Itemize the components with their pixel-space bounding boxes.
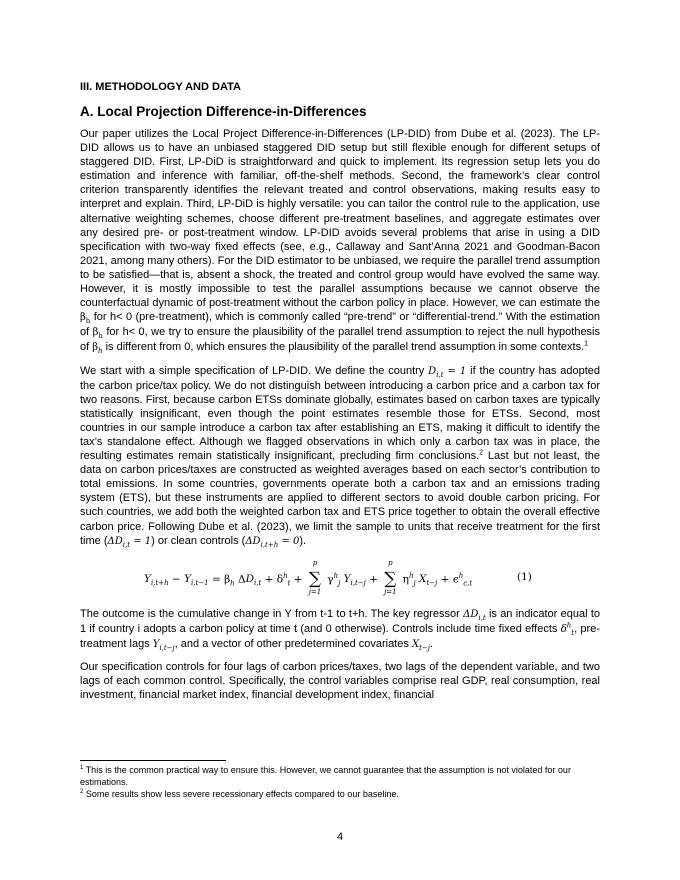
summation-symbol: p ∑ j=1 (308, 558, 322, 596)
footnote-2 (80, 789, 600, 801)
page-number: 4 (336, 831, 344, 843)
lag-y-math: $Y_{i,t-j}$ (152, 638, 175, 652)
covariate-math: $X_{t-j}$ (411, 638, 430, 652)
footnote-text: This is the common practical way to ensure this. However, we cannot guarantee that the assumption is not violated for our estimations. (80, 765, 571, 787)
footnote-divider (80, 760, 226, 761)
footnote-number: 1 (80, 765, 84, 771)
footnote-ref-2[interactable]: 2 (479, 449, 484, 457)
paragraph-intro (80, 127, 600, 356)
footnote-text: Some results show less severe recessionary effects compared to our baseline. (85, 789, 399, 799)
time-fixed-effect-math: $\delta^h_t$ (560, 621, 575, 637)
para1-text-3: for h< 0, we try to ensure the plausibility of the parallel trend assumption to reject the null hypothesis of (80, 326, 601, 354)
footnote-number: 2 (80, 789, 84, 795)
paragraph-controls: Our specification controls for four lags of carbon prices/taxes, two lags of the dependent variable, and two lags of each common control. Specifically, the control variables comprise real GDP, real consumption, real investment, financial market index, financial development index, financial (80, 661, 600, 702)
equation-1 (80, 557, 600, 601)
key-regressor-math: $\Delta D_{i,t}$ (463, 608, 486, 622)
beta-h-symbol: $\beta_h$ (92, 327, 103, 341)
para2-text-1: We start with a simple specification of LP-DID. We define the country (80, 364, 429, 377)
para3-text-4: , and a vector of other predetermined covariates (174, 637, 412, 650)
beta-h-symbol: $\beta_h$ (80, 312, 91, 326)
para1-text-4: is different from 0, which ensures the plausibility of the parallel trend assumption in some contexts. (102, 341, 585, 354)
main-content (80, 80, 600, 710)
para3-text-2: is an indicator equal to 1 if country i adopts a carbon policy at time t (and 0 otherwise). Controls include time fixed effects (80, 607, 600, 635)
paragraph-outcome (80, 607, 600, 652)
para1-text-2: for h< 0 (pre-treatment), which is commonly called “pre-trend” or “differential-trend.” With the estimation of (80, 311, 600, 339)
clean-control-math: $\Delta D_{i,t+h} = 0$ (245, 535, 300, 549)
treatment-indicator-math: $D_{i,t} = 1$ (428, 365, 467, 379)
para2-text-3: Last but not least, the data on carbon prices/taxes are constructed as weighted averages based on each sector’s contribution to total emissions. In some countries, governments operate both a carbon tax and an emissions trading system (ETS), but these instruments are applied to different sectors to avoid double carbon pricing. For such countries, we add both the weighted carbon tax and ETS price together to obtain the overall effective carbon price. Following Dube et al. (2023), we limit the sample to units that receive treatment for the first time ( (80, 450, 600, 547)
para3-text-3: , pre-treatment lags (80, 622, 600, 650)
equation-number: (1) (517, 570, 532, 583)
para3-text-1: The outcome is the cumulative change in Y from t-1 to t+h. The key regressor (80, 607, 464, 620)
first-treatment-math: $\Delta D_{i,t} = 1$ (107, 535, 152, 549)
para3-text-5: . (429, 637, 433, 650)
para2-text-5: ). (299, 534, 307, 547)
para1-text-1: Our paper utilizes the Local Project Difference-in-Differences (LP-DID) from Dube et al. (2023). The LP-DID allows us to have an unbiased staggered DID setup but still flexible enough for different setups of staggered DID. First, LP-DiD is straightforward and quick to implement. Its regression setup lets you do estimation and inference with familiar, off-the-shelf methods. Second, the framework’s clear control criterion transparently identifies the relevant treated and control observations, making results easy to interpret and explain. Third, LP-DiD is highly versatile: you can tailor the control rule to the application, use alternative weighting schemes, choose different pre-treatment baselines, and aggregate estimates over any desired pre- or post-treatment window. LP-DID avoids several problems that arise in using a DID specification with two-way fixed effects (see, e.g., Callaway and Sant’Anna 2021 and Goodman-Bacon 2021, among many others). For the DID estimator to be unbiased, we require the parallel trend assumption to be satisfied—that is, absent a shock, the treated and control group would have evolved the same way. However, it is mostly impossible to test the parallel assumptions because we cannot observe the counterfactual dynamic of post-treatment without the carbon policy in place. However, we can estimate the (80, 128, 600, 310)
paragraph-specification (80, 364, 600, 549)
summation-symbol: p ∑ j=1 (384, 558, 397, 596)
para2-text-2: if the country has adopted the carbon price/tax policy. We do not distinguish between introducing a carbon price and a carbon tax for two reasons. First, because carbon ETSs dominate globally, estimates based on carbon taxes are typically statistically insignificant, even though the point estimates resemble those for ETSs. Second, most countries in our sample introduce a carbon tax after establishing an ETS, making it difficult to identify the tax’s standalone effect. Although we flagged observations in which only a carbon tax was in place, the resulting estimates remain statistically insignificant, precluding firm conclusions. (80, 364, 601, 463)
footnote-1 (80, 765, 600, 788)
beta-h-symbol: $\beta_h$ (92, 342, 103, 356)
subsection-heading: A. Local Projection Difference-in-Differences (80, 104, 367, 119)
section-heading: III. METHODOLOGY AND DATA (80, 81, 241, 93)
footnote-ref-1[interactable]: 1 (584, 340, 589, 348)
equation-body: $Y_{i,t+h} - Y_{i,t-1} = \beta_h$ $\Delta D_{i,t} + \delta^h_t$ + p ∑ j=1 $\gamma^h_j$ $Y_{i,t-j}$ + p ∑ j=1 $\eta^h_j$ $X_{t-j} + \epsilon^h_{c,t}$ (144, 558, 473, 596)
para2-text-4: ) or clean controls ( (151, 534, 246, 547)
footnotes (80, 765, 600, 802)
